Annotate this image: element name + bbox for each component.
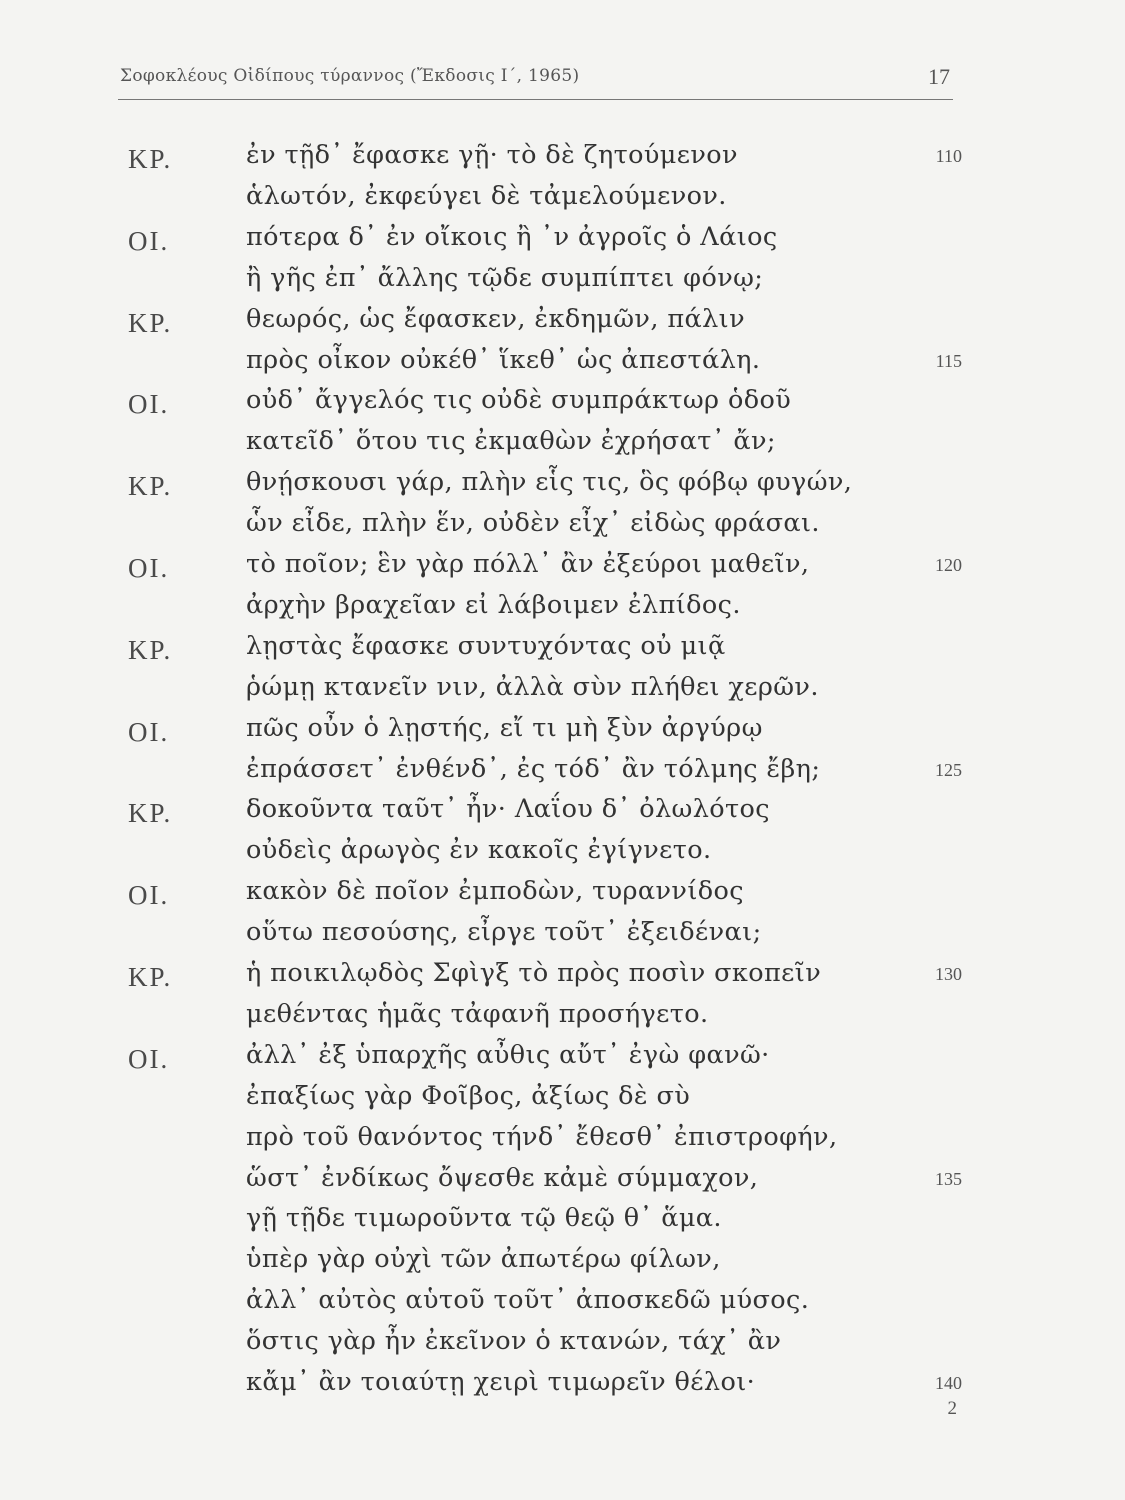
- verse-line: [0, 1203, 1125, 1243]
- verse-line: [0, 181, 1125, 221]
- verse-line: [0, 713, 1125, 753]
- verse-line: [0, 1040, 1125, 1080]
- verse-text: οὐδεὶς ἀρωγὸς ἐν κακοῖς ἐγίγνετο.: [246, 835, 712, 866]
- verse-line: [0, 467, 1125, 507]
- verse-text: θεωρός, ὡς ἔφασκεν, ἐκδημῶν, πάλιν: [246, 303, 745, 334]
- verse-text: ἀρχὴν βραχεῖαν εἰ λάβοιμεν ἐλπίδος.: [246, 589, 741, 620]
- verse-line: [0, 917, 1125, 957]
- verse-line: [0, 426, 1125, 466]
- verse-line: [0, 1244, 1125, 1284]
- running-head: Σοφοκλέους Οἰδίπους τύραννος (Ἔκδοσις Ι΄, 1965): [120, 66, 580, 86]
- verse-line: [0, 1326, 1125, 1366]
- verse-line: [0, 1122, 1125, 1162]
- verse-line: [0, 1285, 1125, 1325]
- speaker-label: ΟΙ.: [128, 880, 170, 911]
- speaker-label: ΚΡ.: [128, 962, 173, 992]
- verse-text: κατεῖδ᾽ ὅτου τις ἐκμαθὼν ἐχρήσατ᾽ ἄν;: [246, 426, 776, 457]
- speaker-label: ΟΙ.: [128, 553, 170, 583]
- verse-line: [0, 754, 1125, 794]
- verse-text: ὥστ᾽ ἐνδίκως ὄψεσθε κἀμὲ σύμμαχον,: [246, 1162, 759, 1193]
- verse-line: [0, 508, 1125, 548]
- speaker-label: ΚΡ.: [128, 798, 173, 829]
- line-number: 110: [935, 146, 962, 166]
- verse-text: οὐδ᾽ ἄγγελός τις οὐδὲ συμπράκτωρ ὁδοῦ: [246, 385, 792, 416]
- speaker-label: ΚΡ.: [128, 471, 173, 502]
- verse-text: ὧν εἶδε, πλὴν ἕν, οὐδὲν εἶχ᾽ εἰδὼς φράσαι.: [246, 508, 820, 539]
- verse-text: ἐπαξίως γὰρ Φοῖβος, ἀξίως δὲ σὺ: [246, 1080, 691, 1111]
- speaker-label: ΚΡ.: [128, 307, 173, 338]
- verse-line: [0, 1081, 1125, 1121]
- verse-line: [0, 140, 1125, 180]
- gathering-signature: 2: [947, 1398, 957, 1419]
- line-number: 140: [935, 1373, 962, 1393]
- verse-text: οὕτω πεσούσης, εἶργε τοῦτ᾽ ἐξειδέναι;: [246, 917, 762, 948]
- verse-text: ὑπὲρ γὰρ οὐχὶ τῶν ἀπωτέρω φίλων,: [246, 1244, 721, 1275]
- speaker-label: ΟΙ.: [128, 716, 170, 747]
- verse-line: [0, 999, 1125, 1039]
- verse-text: ἀλλ᾽ ἐξ ὑπαρχῆς αὖθις αὔτ᾽ ἐγὼ φανῶ·: [246, 1039, 770, 1070]
- line-number: 120: [935, 555, 962, 575]
- verse-text: τὸ ποῖον; ἓν γὰρ πόλλ᾽ ἂν ἐξεύροι μαθεῖν,: [246, 549, 810, 579]
- verse-text: ἢ γῆς ἐπ᾽ ἄλλης τῷδε συμπίπτει φόνῳ;: [246, 262, 764, 293]
- line-number: 130: [935, 964, 962, 984]
- verse-line: [0, 345, 1125, 385]
- verse-line: [0, 222, 1125, 262]
- verse-text: ὅστις γὰρ ἦν ἐκεῖνον ὁ κτανών, τάχ᾽ ἂν: [246, 1326, 782, 1357]
- verse-text: ἐν τῇδ᾽ ἔφασκε γῇ· τὸ δὲ ζητούμενον: [246, 140, 738, 170]
- page-number: 17: [928, 64, 950, 89]
- verse-line: [0, 794, 1125, 834]
- verse-line: [0, 672, 1125, 712]
- verse-text: πρὸ τοῦ θανόντος τήνδ᾽ ἔθεσθ᾽ ἐπιστροφήν,: [246, 1121, 838, 1152]
- verse-text: λῃστὰς ἔφασκε συντυχόντας οὐ μιᾷ: [246, 630, 726, 661]
- verse-line: [0, 876, 1125, 916]
- verse-line: [0, 385, 1125, 425]
- verse-text: ἐπράσσετ᾽ ἐνθένδ᾽, ἐς τόδ᾽ ἂν τόλμης ἔβη;: [246, 753, 821, 784]
- verse-line: [0, 1163, 1125, 1203]
- speaker-label: ΚΡ.: [128, 634, 173, 665]
- speaker-label: ΟΙ.: [128, 225, 170, 256]
- verse-text: πρὸς οἶκον οὐκέθ᾽ ἵκεθ᾽ ὡς ἀπεστάλη.: [246, 344, 761, 375]
- verse-text: πῶς οὖν ὁ λῃστής, εἴ τι μὴ ξὺν ἀργύρῳ: [246, 712, 763, 743]
- verse-line: [0, 958, 1125, 998]
- verse-text: πότερα δ᾽ ἐν οἴκοις ἢ ᾽ν ἀγροῖς ὁ Λάιος: [246, 221, 778, 252]
- verse-line: [0, 263, 1125, 303]
- verse-line: [0, 304, 1125, 344]
- verse-text: δοκοῦντα ταῦτ᾽ ἦν· Λαΐου δ᾽ ὀλωλότος: [246, 794, 770, 825]
- verse-text: ἁλωτόν, ἐκφεύγει δὲ τἀμελούμενον.: [246, 180, 727, 211]
- verse-text: ἡ ποικιλῳδὸς Σφὶγξ τὸ πρὸς ποσὶν σκοπεῖν: [246, 958, 822, 988]
- verse-line: [0, 835, 1125, 875]
- line-number: 125: [935, 759, 962, 780]
- speaker-label: ΟΙ.: [128, 1043, 170, 1074]
- speaker-label: ΟΙ.: [128, 389, 170, 420]
- verse-text: κἄμ᾽ ἂν τοιαύτῃ χειρὶ τιμωρεῖν θέλοι·: [246, 1367, 756, 1397]
- verse-text: γῇ τῇδε τιμωροῦντα τῷ θεῷ θ᾽ ἅμα.: [246, 1203, 722, 1234]
- header-rule: [118, 99, 953, 100]
- verse-text: ἀλλ᾽ αὐτὸς αὑτοῦ τοῦτ᾽ ἀποσκεδῶ μύσος.: [246, 1285, 810, 1316]
- line-number: 115: [935, 350, 962, 371]
- verse-line: [0, 631, 1125, 671]
- line-number: 135: [935, 1168, 962, 1189]
- speaker-label: ΚΡ.: [128, 144, 173, 174]
- verse-text: ῥώμῃ κτανεῖν νιν, ἀλλὰ σὺν πλήθει χερῶν.: [246, 671, 819, 702]
- verse-text: κακὸν δὲ ποῖον ἐμποδὼν, τυραννίδος: [246, 876, 744, 907]
- verse-line: [0, 549, 1125, 589]
- verse-text: θνῄσκουσι γάρ, πλὴν εἷς τις, ὃς φόβῳ φυγών,: [246, 467, 853, 498]
- verse-line: [0, 590, 1125, 630]
- verse-text: μεθέντας ἡμᾶς τἀφανῆ προσήγετο.: [246, 998, 709, 1029]
